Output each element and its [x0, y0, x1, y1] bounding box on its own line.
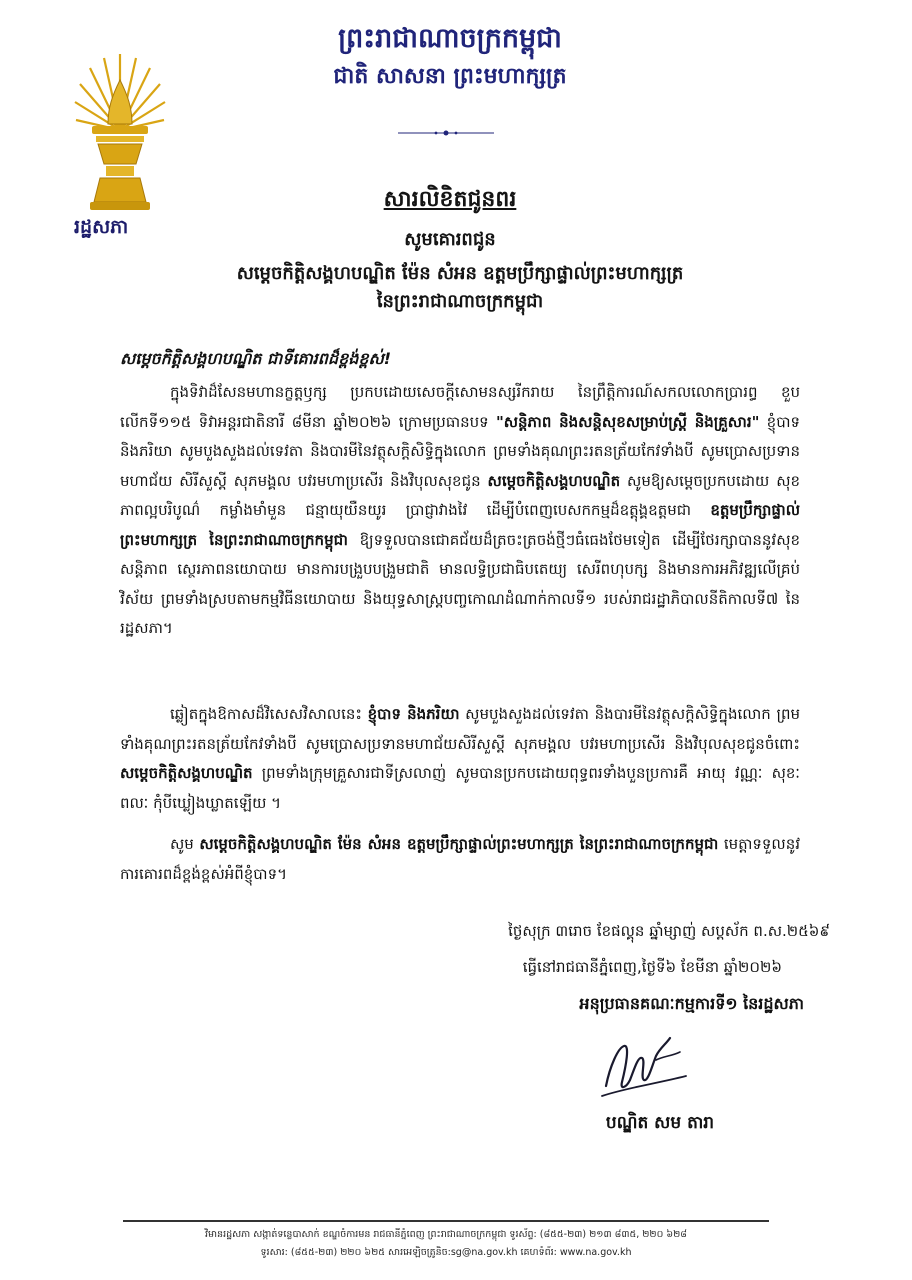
p1-recipient-name: សម្តេចកិត្តិសង្គហបណ្ឌិត	[487, 471, 621, 490]
p2-text-a: ឆ្លៀតក្នុងឱកាសដ៏វិសេសវិសាលនេះ	[170, 705, 368, 723]
paragraph-1	[120, 378, 800, 644]
kingdom-heading: ព្រះរាជាណាចក្រកម្ពុជា	[338, 23, 562, 54]
paragraph-2	[120, 700, 800, 818]
p1-recipient-role: ឧត្តមប្រឹក្សាផ្ទាល់ព្រះមហាក្សត្រ នៃព្រះរាជាណាចក្រកម្ពុជា	[120, 501, 800, 549]
p3-text-b: មេត្តាទទួលនូវការគោរពដ៏ខ្ពង់ខ្ពស់អំពីខ្ញុំបាទ។	[120, 835, 800, 883]
p2-sender: ខ្ញុំបាទ និងភរិយា	[367, 705, 460, 723]
recipient-line-1: សម្តេចកិត្តិសង្គហបណ្ឌិត ម៉ែន សំអន ឧត្តមប្រឹក្សាផ្ទាល់ព្រះមហាក្សត្រ	[236, 263, 684, 284]
p3-text-a: សូម	[170, 835, 200, 853]
p2-text-b: សូមបួងសួងដល់ទេវតា និងបារមីនៃវត្ថុសក្តិសិទ្ធិក្នុងលោក ព្រមទាំងគុណព្រះរតនត្រ័យកែវទាំងបី សូមប្រោសប្រទានមហាជ័យសិរីសួស្តី សុភមង្គល បវរមហាប្រសើរ និងវិបុលសុខជូនចំពោះ	[120, 705, 800, 753]
solar-date: ធ្វើនៅរាជធានីភ្នំពេញ,ថ្ងៃទី៦ ខែមីនា ឆ្នាំ២០២៦	[522, 958, 782, 976]
p2-recipient-name: សម្តេចកិត្តិសង្គហបណ្ឌិត	[120, 764, 253, 782]
document-title: សារលិខិតជូនពរ	[383, 187, 517, 212]
p1-text-c: សូមឱ្យសម្តេចប្រកបដោយ សុខភាពល្អបរិបូណ៌ កម្លាំងមាំមួន ជន្មាយុយឺនយូរ ប្រាជ្ញាវាងវៃ ដើម្បីបំពេញបេសកកម្មដ៏ឧត្តុង្គឧត្តមជា	[120, 471, 800, 519]
p1-theme: "សន្តិភាព និងសន្តិសុខសម្រាប់ស្ត្រី និងគ្រួសារ"	[495, 412, 760, 431]
p1-text-a: ក្នុងទិវាដ៏សែនមហានក្ខត្តឫក្ស ប្រកបដោយសេចក្តីសោមនស្សរីករាយ នៃព្រឹត្តិការណ៍សកលលោកប្រារព្ធ ខួបលើកទី១១៥ ទិវាអន្តរជាតិនារី ៨មីនា ឆ្នាំ២០២៦ ក្រោមប្រធានបទ	[120, 383, 800, 431]
national-motto: ជាតិ សាសនា ព្រះមហាក្សត្រ	[333, 63, 567, 89]
signer-title: អនុប្រធានគណៈកម្មការទី១ នៃរដ្ឋសភា	[579, 994, 804, 1013]
paragraph-3	[120, 830, 800, 889]
signer-name: បណ្ឌិត សម តារា	[605, 1113, 715, 1133]
respect-line: សូមគោរពជូន	[404, 229, 496, 250]
p3-recipient-name: សម្តេចកិត្តិសង្គហបណ្ឌិត ម៉ែន សំអន ឧត្តមប្រឹក្សាផ្ទាល់ព្រះមហាក្សត្រ នៃព្រះរាជាណាចក្រកម្ពុជា	[199, 835, 719, 853]
ornament-divider-icon	[398, 130, 494, 136]
footer-contacts: ទូរសារ: (៨៥៥-២៣) ២២០ ៦២៥ សារអេឡិចត្រូនិច:sg@na.gov.kh គេហទំព័រ: www.na.gov.kh	[260, 1247, 632, 1258]
recipient-block	[160, 260, 760, 316]
p1-text-b: ខ្ញុំបាទ និងភរិយា សូមបួងសួងដល់ទេវតា និងបារមីនៃវត្ថុសក្តិសិទ្ធិក្នុងលោក ព្រមទាំងគុណព្រះរតនត្រ័យកែវទាំងបី សូមប្រោសប្រទានមហាជ័យ សិរីសួស្តី សុភមង្គល បវរមហាប្រសើរ និងវិបុលសុខជូន	[120, 412, 800, 490]
salutation: សម្តេចកិត្តិសង្គហបណ្ឌិត ជាទីគោរពដ៏ខ្ពង់ខ្ពស់!	[120, 349, 392, 368]
national-assembly-emblem-icon	[72, 52, 168, 212]
handwritten-signature-icon	[596, 1026, 692, 1104]
org-label: រដ្ឋសភា	[74, 216, 129, 238]
recipient-line-2: នៃព្រះរាជាណាចក្រកម្ពុជា	[376, 291, 544, 312]
footer-divider	[123, 1220, 769, 1222]
lunar-date: ថ្ងៃសុក្រ ៣រោច ខែផល្គុន ឆ្នាំម្សាញ់ សប្តស័ក ព.ស.២៥៦៩	[508, 922, 830, 940]
footer-address: វិមានរដ្ឋសភា សង្កាត់ទន្លេបាសាក់ ខណ្ឌចំការមន រាជធានីភ្នំពេញ ព្រះរាជាណាចក្រកម្ពុជា ទូរស័ព្ទ: (៨៥៥-២៣) ២១៣ ៨៣៥, ២២០ ៦២៨	[205, 1229, 687, 1240]
p2-text-c: ព្រមទាំងក្រុមគ្រួសារជាទីស្រលាញ់ សូមបានប្រកបដោយពុទ្ធពរទាំងបួនប្រការគឺ អាយុ វណ្ណៈ សុខៈ ពលៈ កុំបីឃ្លៀងឃ្លាតឡើយ ។	[120, 764, 800, 812]
p1-text-d: ឱ្យទទួលបានជោគជ័យដ៏ត្រចះត្រចង់ថ្មីៗធំធេងថែមទៀត ដើម្បីថែរក្សាបាននូវសុខសន្តិភាព ស្ថេរភាពនយោបាយ មានការបង្រួបបង្រួមជាតិ មានលទ្ធិប្រជាធិបតេយ្យ សេរីពហុបក្ស និងមានការអភិវឌ្ឍលើគ្រប់វិស័យ ព្រមទាំងស្របតាមកម្មវិធីនយោបាយ និងយុទ្ធសាស្ត្របញ្ចកោណដំណាក់កាលទី១ របស់រាជរដ្ឋាភិបាលនីតិកាលទី៧ នៃរដ្ឋសភា។	[120, 530, 800, 637]
